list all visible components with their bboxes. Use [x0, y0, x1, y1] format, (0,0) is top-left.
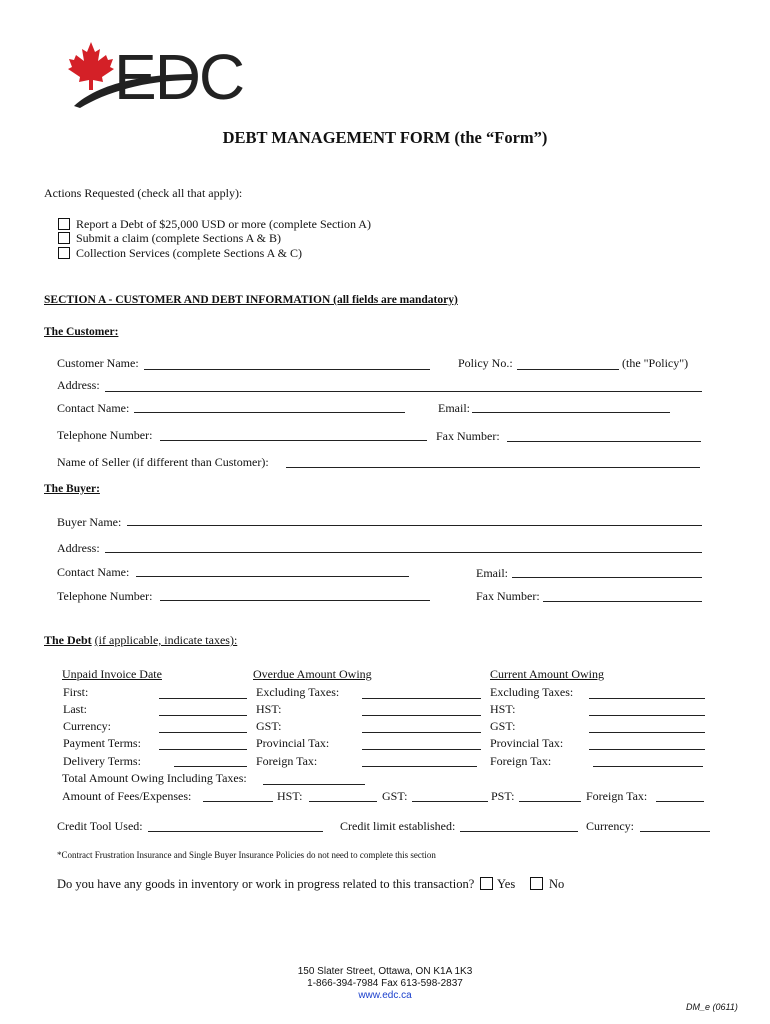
- inventory-yes-checkbox[interactable]: [480, 877, 493, 890]
- footer-phone: 1-866-394-7984 Fax 613-598-2837: [307, 978, 463, 989]
- total-owing-label: Total Amount Owing Including Taxes:: [62, 771, 247, 785]
- customer-address-field[interactable]: [105, 391, 702, 392]
- customer-heading: The Customer:: [44, 326, 119, 338]
- payment-terms-label: Payment Terms:: [63, 736, 141, 750]
- currency-field[interactable]: [159, 732, 247, 733]
- section-a-heading: SECTION A - CUSTOMER AND DEBT INFORMATION (all fields are mandatory): [44, 294, 458, 306]
- buyer-fax-field[interactable]: [543, 601, 702, 602]
- overdue-hst-field[interactable]: [362, 715, 481, 716]
- total-owing-field[interactable]: [263, 784, 365, 785]
- action-checkbox-report-debt[interactable]: [58, 218, 70, 230]
- overdue-foreign-label: Foreign Tax:: [256, 754, 318, 768]
- credit-tool-label: Credit Tool Used:: [57, 819, 143, 833]
- actions-heading: Actions Requested (check all that apply):: [44, 186, 243, 200]
- action-checkbox-submit-claim[interactable]: [58, 232, 70, 244]
- seller-name-label: Name of Seller (if different than Customer):: [57, 455, 269, 469]
- action-label-submit-claim: Submit a claim (complete Sections A & B): [76, 231, 281, 245]
- edc-logo: [66, 36, 256, 116]
- overdue-foreign-field[interactable]: [362, 766, 477, 767]
- buyer-phone-field[interactable]: [160, 600, 430, 601]
- overdue-provincial-field[interactable]: [362, 749, 481, 750]
- buyer-address-field[interactable]: [105, 552, 702, 553]
- col-invoice-date-header: Unpaid Invoice Date: [62, 667, 162, 681]
- col-current-header: Current Amount Owing: [490, 667, 604, 681]
- buyer-fax-label: Fax Number:: [476, 589, 540, 603]
- fees-field[interactable]: [203, 801, 273, 802]
- overdue-hst-label: HST:: [256, 702, 282, 716]
- overdue-gst-label: GST:: [256, 719, 282, 733]
- buyer-address-label: Address:: [57, 541, 100, 555]
- customer-email-field[interactable]: [472, 412, 670, 413]
- policy-suffix: (the "Policy"): [622, 356, 689, 370]
- policy-no-label: Policy No.:: [458, 356, 513, 370]
- debt-heading: The Debt: [44, 633, 92, 647]
- current-provincial-label: Provincial Tax:: [490, 736, 564, 750]
- inventory-question: Do you have any goods in inventory or work in progress related to this transaction?: [57, 877, 475, 891]
- fees-gst-field[interactable]: [412, 801, 488, 802]
- fees-hst-label: HST:: [277, 789, 303, 803]
- delivery-terms-field[interactable]: [174, 766, 247, 767]
- currency-label: Currency:: [63, 719, 111, 733]
- inventory-no-label: No: [549, 877, 565, 891]
- current-hst-field[interactable]: [589, 715, 705, 716]
- customer-email-label: Email:: [438, 401, 470, 415]
- fees-label: Amount of Fees/Expenses:: [62, 789, 192, 803]
- customer-phone-field[interactable]: [160, 440, 427, 441]
- debt-heading-note: (if applicable, indicate taxes):: [94, 633, 238, 647]
- current-excl-label: Excluding Taxes:: [490, 685, 574, 699]
- form-code: DM_e (0611): [686, 1002, 738, 1012]
- credit-limit-field[interactable]: [460, 831, 578, 832]
- credit-tool-field[interactable]: [148, 831, 323, 832]
- current-gst-label: GST:: [490, 719, 516, 733]
- current-excl-field[interactable]: [589, 698, 705, 699]
- footer-address: 150 Slater Street, Ottawa, ON K1A 1K3: [297, 966, 473, 977]
- credit-currency-field[interactable]: [640, 831, 710, 832]
- buyer-name-field[interactable]: [127, 525, 702, 526]
- fees-hst-field[interactable]: [309, 801, 377, 802]
- action-checkbox-collection[interactable]: [58, 247, 70, 259]
- payment-terms-field[interactable]: [159, 749, 247, 750]
- seller-name-field[interactable]: [286, 467, 700, 468]
- overdue-provincial-label: Provincial Tax:: [256, 736, 330, 750]
- inventory-yes-label: Yes: [497, 877, 516, 891]
- invoice-first-field[interactable]: [159, 698, 247, 699]
- current-foreign-label: Foreign Tax:: [490, 754, 552, 768]
- buyer-email-label: Email:: [476, 566, 508, 580]
- buyer-contact-field[interactable]: [136, 576, 409, 577]
- customer-fax-field[interactable]: [507, 441, 701, 442]
- col-overdue-header: Overdue Amount Owing: [253, 667, 372, 681]
- customer-contact-field[interactable]: [134, 412, 405, 413]
- credit-currency-label: Currency:: [586, 819, 634, 833]
- fees-pst-field[interactable]: [519, 801, 581, 802]
- customer-name-field[interactable]: [144, 369, 430, 370]
- footer-website-link[interactable]: www.edc.ca: [358, 990, 412, 1001]
- fees-foreign-field[interactable]: [656, 801, 704, 802]
- fees-gst-label: GST:: [382, 789, 408, 803]
- fees-pst-label: PST:: [491, 789, 515, 803]
- invoice-last-field[interactable]: [159, 715, 247, 716]
- buyer-contact-label: Contact Name:: [57, 565, 130, 579]
- buyer-phone-label: Telephone Number:: [57, 589, 153, 603]
- debt-heading-wrap: [44, 633, 237, 648]
- footnote: *Contract Frustration Insurance and Single Buyer Insurance Policies do not need to complete this section: [57, 850, 436, 860]
- current-gst-field[interactable]: [589, 732, 705, 733]
- current-hst-label: HST:: [490, 702, 516, 716]
- delivery-terms-label: Delivery Terms:: [63, 754, 141, 768]
- page-title: DEBT MANAGEMENT FORM (the “Form”): [222, 128, 548, 147]
- overdue-excl-label: Excluding Taxes:: [256, 685, 340, 699]
- buyer-name-label: Buyer Name:: [57, 515, 122, 529]
- action-label-report-debt: Report a Debt of $25,000 USD or more (complete Section A): [76, 217, 371, 231]
- customer-address-label: Address:: [57, 378, 100, 392]
- fees-foreign-label: Foreign Tax:: [586, 789, 648, 803]
- buyer-heading: The Buyer:: [44, 483, 100, 495]
- action-label-collection: Collection Services (complete Sections A & C): [76, 246, 302, 260]
- buyer-email-field[interactable]: [512, 577, 702, 578]
- current-provincial-field[interactable]: [589, 749, 705, 750]
- customer-phone-label: Telephone Number:: [57, 428, 153, 442]
- overdue-excl-field[interactable]: [362, 698, 481, 699]
- customer-contact-label: Contact Name:: [57, 401, 130, 415]
- invoice-first-label: First:: [63, 685, 89, 699]
- overdue-gst-field[interactable]: [362, 732, 481, 733]
- current-foreign-field[interactable]: [593, 766, 703, 767]
- customer-fax-label: Fax Number:: [436, 429, 500, 443]
- inventory-no-checkbox[interactable]: [530, 877, 543, 890]
- credit-limit-label: Credit limit established:: [340, 819, 456, 833]
- logo-text: EDC: [114, 41, 244, 113]
- policy-no-field[interactable]: [517, 369, 619, 370]
- customer-name-label: Customer Name:: [57, 356, 139, 370]
- invoice-last-label: Last:: [63, 702, 87, 716]
